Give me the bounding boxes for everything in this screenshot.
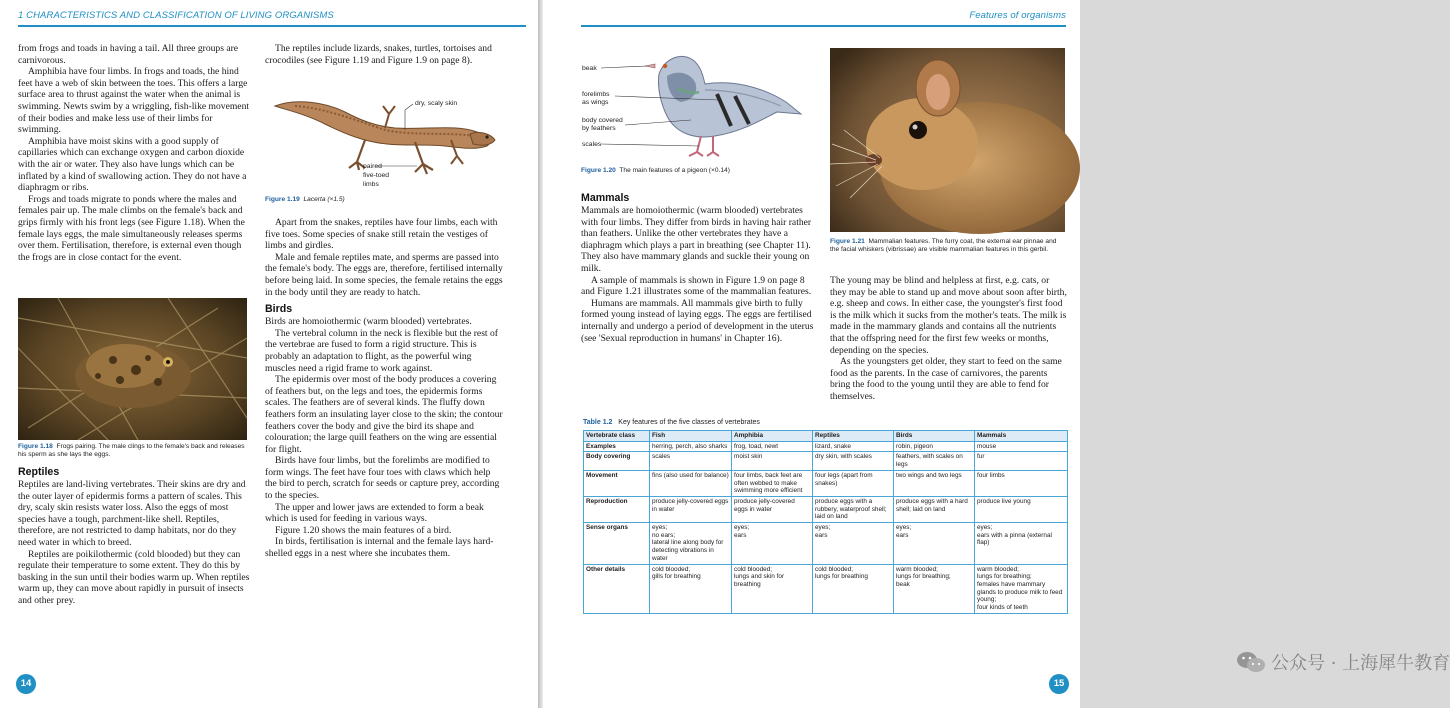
- table-cell: [813, 523, 894, 565]
- table-cell: [650, 452, 732, 470]
- caption-text: Mammalian features. The furry coat, the external ear pinnae and the facial whiskers (vibrissae) are visible mammalian features in this gerbil.: [830, 238, 1057, 254]
- table-cell-line: produce jelly-covered eggs in water: [652, 497, 729, 513]
- section-heading-mammals: Mammals: [581, 192, 630, 204]
- section-heading-reptiles: Reptiles: [18, 466, 60, 478]
- figure-label: Figure 1.21: [830, 238, 865, 245]
- table-cell: [894, 523, 975, 565]
- table-cell-line: no ears;: [652, 531, 676, 539]
- table-cell-line: fins (also used for balance): [652, 471, 729, 479]
- table-cell-line: lizard, snake: [815, 442, 851, 450]
- table-cell-line: robin, pigeon: [896, 442, 933, 450]
- table-cell: [975, 523, 1068, 565]
- paragraph: Male and female reptiles mate, and sperms are passed into the female's body. The eggs are, therefore, fertilised internally before being laid. In some species, the female retains the eggs in the body until they are ready to hatch.: [265, 251, 503, 298]
- right-column-1: [581, 192, 819, 344]
- figure-1-21-caption: [830, 238, 1066, 255]
- gerbil-photo: [830, 48, 1065, 232]
- table-cell-line: lungs for breathing;: [977, 573, 1032, 581]
- right-page: [543, 0, 1450, 708]
- table-cell-line: warm blooded;: [896, 565, 938, 573]
- table-row: [584, 564, 1068, 613]
- figure-1-19-caption: [265, 196, 503, 204]
- paragraph: Amphibia have four limbs. In frogs and toads, the hind feet have a web of skin between the toes. This offers a large surface area to thrust against the water when the animal is swimming. Newts swim by a wriggling, fish-like movement of their bodies and make less use of their limbs for swimming.: [18, 66, 250, 136]
- table-row: [584, 496, 1068, 522]
- figure-label: Figure 1.18: [18, 443, 53, 450]
- paragraph: The young may be blind and helpless at first, e.g. cats, or they may be able to stand up and move about soon after birth, e.g. sheep and cows. In either case, the youngster's first food is the milk which it sucks from the mother's teats. The milk is made in the mammary glands and contains all the nutrients that the offspring need for the first few weeks or months, depending on the species.: [830, 275, 1067, 356]
- label-scales: scales: [582, 141, 602, 148]
- table-cell: [650, 523, 732, 565]
- paragraph: Reptiles are poikilothermic (cold blooded) but they can regulate their temperature to some extent. They do this by basking in the sun until their bodies warm up. When reptiles warm up, they can move about rapidly in pursuit of insects and other prey.: [18, 548, 250, 606]
- table-cell-line: warm blooded;: [977, 565, 1019, 573]
- table-cell-line: fur: [977, 453, 985, 461]
- left-column-1-top: [18, 43, 255, 263]
- table-cell-line: mouse: [977, 442, 997, 450]
- table-cell: [975, 452, 1068, 470]
- table-cell: [975, 470, 1068, 496]
- paragraph: Amphibia have moist skins with a good supply of capillaries which can exchange oxygen and carbon dioxide with the air or water. They also have lungs which can be inflated by a kind of swallowing action. They do not have a diaphragm or ribs.: [18, 135, 247, 194]
- table-cell-line: beak: [896, 580, 910, 588]
- table-cell-line: eyes;: [896, 524, 912, 532]
- pigeon-figure: [581, 40, 806, 160]
- lizard-illustration: [265, 84, 503, 194]
- caption-text: Frogs pairing. The male clings to the female's back and releases his sperm as she lays the eggs.: [18, 443, 245, 459]
- paragraph: Frogs and toads migrate to ponds where the males and females pair up. The male climbs on the female's back and grips firmly with his front legs (see Figure 1.18). When the female lays eggs, the male simultaneously releases sperms over them. Fertilisation, therefore, is external even though the frogs are in close contact for the event.: [18, 193, 245, 263]
- table-cell: [650, 441, 732, 452]
- table-header-cell: Vertebrate class: [584, 431, 650, 442]
- table-cell: [732, 523, 813, 565]
- table-header-cell: Birds: [894, 431, 975, 442]
- table-cell-line: cold blooded;: [815, 565, 854, 573]
- table-cell-line: ears: [815, 531, 828, 539]
- table-caption: [583, 419, 760, 426]
- table-cell-line: eyes;: [652, 524, 668, 532]
- table-cell: [813, 452, 894, 470]
- watermark-text: 公众号 · 上海犀牛教育: [1271, 653, 1450, 674]
- paragraph: The epidermis over most of the body produces a covering of feathers but, on the legs and toes, the epidermis forms scales. The feathers are of several kinds. The fluffy down feathers form an insulating layer close to the skin; the contour feathers cover the body and give the bird its shape and colouration; the large quill feathers on the wing are essential for flight.: [265, 374, 503, 455]
- table-header-row: [584, 431, 1068, 442]
- frogs-photo: [18, 298, 247, 440]
- header-rule-right: [581, 25, 1066, 27]
- table-cell-line: frog, toad, newt: [734, 442, 779, 450]
- vertebrate-classes-table: [583, 430, 1068, 614]
- table-cell-line: females have mammary glands to produce milk to feed young;: [977, 580, 1063, 604]
- left-column-2-top: [265, 43, 503, 66]
- table-cell: [650, 496, 732, 522]
- table-cell-line: scales: [652, 453, 671, 461]
- table-cell: [650, 470, 732, 496]
- running-head-left: 1 CHARACTERISTICS AND CLASSIFICATION OF LIVING ORGANISMS: [18, 10, 334, 21]
- paragraph: Mammals are homoiothermic (warm blooded) vertebrates with four limbs. They differ from birds in having hair rather than feathers. Unlike the other vertebrates they have a diaphragm which plays a part in breathing (see Chapter 11). They also have mammary glands and suckle their young on milk.: [581, 205, 812, 274]
- running-head-right: Features of organisms: [969, 10, 1066, 21]
- wechat-icon: [1236, 650, 1266, 674]
- paragraph: Figure 1.20 shows the main features of a bird.: [275, 524, 452, 536]
- label-by-feathers: by feathers: [582, 125, 616, 132]
- figure-label: Figure 1.19: [265, 196, 300, 203]
- table-row-label: Other details: [584, 564, 650, 613]
- table-cell-line: ears: [734, 531, 747, 539]
- section-heading-birds: Birds: [265, 303, 293, 316]
- table-cell: [894, 496, 975, 522]
- table-cell: [975, 564, 1068, 613]
- table-row: [584, 470, 1068, 496]
- right-column-2: [830, 275, 1067, 403]
- table-row: [584, 523, 1068, 565]
- table-cell: [732, 564, 813, 613]
- paragraph: The upper and lower jaws are extended to form a beak which is used for feeding in various ways.: [265, 501, 484, 525]
- table-header-cell: Amphibia: [732, 431, 813, 442]
- table-cell: [975, 496, 1068, 522]
- table-cell-line: lungs for breathing: [815, 573, 868, 581]
- label-body-covered: body covered: [582, 117, 623, 124]
- table-cell-line: two wings and two legs: [896, 471, 962, 479]
- table-row-label: Sense organs: [584, 523, 650, 565]
- label-dry-scaly-skin: dry, scaly skin: [415, 100, 458, 107]
- figure-1-18-caption: [18, 443, 248, 460]
- table-cell: [813, 470, 894, 496]
- wechat-watermark: [1236, 648, 1450, 676]
- table-cell-line: feathers, with scales on legs: [896, 453, 963, 469]
- table-cell-line: four kinds of teeth: [977, 604, 1028, 612]
- table-cell: [975, 441, 1068, 452]
- table-cell: [732, 470, 813, 496]
- paragraph: The vertebral column in the neck is flexible but the rest of the vertebrae are fused to form a rigid structure. This is probably an adaptation to flight, as the powerful wing muscles need a rigid frame to work against.: [265, 327, 498, 374]
- paragraph: Apart from the snakes, reptiles have four limbs, each with five toes. Some species of snake still retain the vestiges of limbs and girdles.: [265, 217, 498, 252]
- paragraph: from frogs and toads in having a tail. All three groups are carnivorous.: [18, 43, 239, 66]
- table-cell-line: eyes;: [815, 524, 831, 532]
- left-page: [0, 0, 538, 708]
- table-cell: [650, 564, 732, 613]
- table-header-cell: Fish: [650, 431, 732, 442]
- paragraph: Humans are mammals. All mammals give birth to fully formed young instead of laying eggs. The eggs are fertilised internally and undergo a period of development in the uterus (see 'Sexual reproduction in humans' in Chapter 16).: [581, 297, 814, 344]
- table-cell-line: ears: [896, 531, 909, 539]
- table-cell-line: cold blooded;: [652, 565, 691, 573]
- table-cell-line: eyes;: [734, 524, 750, 532]
- label-forelimbs: forelimbs: [582, 91, 610, 98]
- table-header-cell: Reptiles: [813, 431, 894, 442]
- left-column-2-bottom: [265, 217, 503, 560]
- table-cell-line: moist skin: [734, 453, 763, 461]
- label-paired: paired: [363, 163, 382, 170]
- paragraph: In birds, fertilisation is internal and the female lays hard-shelled eggs in a nest where she incubates them.: [265, 536, 494, 560]
- table-cell-line: eyes;: [977, 524, 993, 532]
- header-rule-left: [18, 25, 526, 27]
- table-row: [584, 441, 1068, 452]
- figure-label: Figure 1.20: [581, 167, 616, 174]
- paragraph: As the youngsters get older, they start to feed on the same food as the parents. In the case of carnivores, the parents bring the food to the young until they are able to fend for themselves.: [830, 356, 1062, 402]
- table-header-cell: Mammals: [975, 431, 1068, 442]
- paragraph: A sample of mammals is shown in Figure 1.9 on page 8 and Figure 1.21 illustrates some of the mammalian features.: [581, 274, 812, 298]
- page-number-right: 15: [1049, 674, 1069, 694]
- table-body: [584, 441, 1068, 613]
- table-cell: [732, 441, 813, 452]
- figure-1-20-caption: [581, 167, 821, 175]
- table-label: Table 1.2: [583, 419, 613, 426]
- table-cell-line: gills for breathing: [652, 573, 701, 581]
- table-cell: [894, 470, 975, 496]
- table-cell-line: four legs (apart from snakes): [815, 471, 873, 487]
- table-cell-line: produce jelly-covered eggs in water: [734, 497, 795, 513]
- table-cell-line: lungs and skin for breathing: [734, 573, 785, 588]
- paragraph: Reptiles are land-living vertebrates. Their skins are dry and the outer layer of epidermis forms a pattern of scales. This dry, scaly skin resists water loss. Also the eggs of most species have a tough, parchment-like shell. Reptiles, therefore, are not restricted to damp habitats, nor do they need water in which to breed.: [18, 479, 246, 548]
- label-as-wings: as wings: [582, 99, 609, 106]
- table-row: [584, 452, 1068, 470]
- table-cell-line: four limbs, back feet are often webbed to make swimming more efficient: [734, 471, 803, 495]
- left-column-1-bottom: [18, 466, 255, 607]
- table-cell: [813, 441, 894, 452]
- paragraph: Birds are homoiothermic (warm blooded) vertebrates.: [265, 316, 472, 328]
- table-cell: [732, 496, 813, 522]
- table-cell: [894, 441, 975, 452]
- table-cell-line: produce eggs with a rubbery, waterproof shell; laid on land: [815, 497, 887, 521]
- table-cell-line: produce eggs with a hard shell; laid on land: [896, 497, 968, 513]
- paragraph: Birds have four limbs, but the forelimbs are modified to form wings. The feet have four toes with claws which help the bird to perch, scratch for seeds or capture prey, according to the species.: [265, 455, 500, 502]
- table-cell-line: dry skin, with scales: [815, 453, 872, 461]
- label-limbs: limbs: [363, 181, 379, 188]
- table-cell-line: cold blooded;: [734, 565, 773, 573]
- table-cell: [813, 564, 894, 613]
- table-cell: [894, 564, 975, 613]
- table-row-label: Reproduction: [584, 496, 650, 522]
- table-cell-line: herring, perch, also sharks: [652, 442, 728, 450]
- table-row-label: Movement: [584, 470, 650, 496]
- table-caption-text: Key features of the five classes of vertebrates: [618, 419, 760, 426]
- label-beak: beak: [582, 65, 597, 72]
- table-cell-line: ears with a pinna (external flap): [977, 531, 1052, 547]
- table-cell-line: produce live young: [977, 497, 1031, 505]
- paragraph: The reptiles include lizards, snakes, turtles, tortoises and crocodiles (see Figure 1.19 and Figure 1.9 on page 8).: [265, 43, 492, 66]
- table-cell: [732, 452, 813, 470]
- table-cell: [894, 452, 975, 470]
- table-cell-line: lungs for breathing;: [896, 573, 951, 581]
- table-cell: [813, 496, 894, 522]
- label-five-toed: five-toed: [363, 172, 390, 179]
- caption-text: The main features of a pigeon (×0.14): [619, 167, 730, 174]
- page-number-left: 14: [16, 674, 36, 694]
- table-cell-line: four limbs: [977, 471, 1005, 479]
- table-row-label: Examples: [584, 441, 650, 452]
- caption-text: Lacerta (×1.5): [303, 196, 345, 203]
- table-row-label: Body covering: [584, 452, 650, 470]
- table-cell-line: lateral line along body for detecting vibrations in water: [652, 539, 724, 562]
